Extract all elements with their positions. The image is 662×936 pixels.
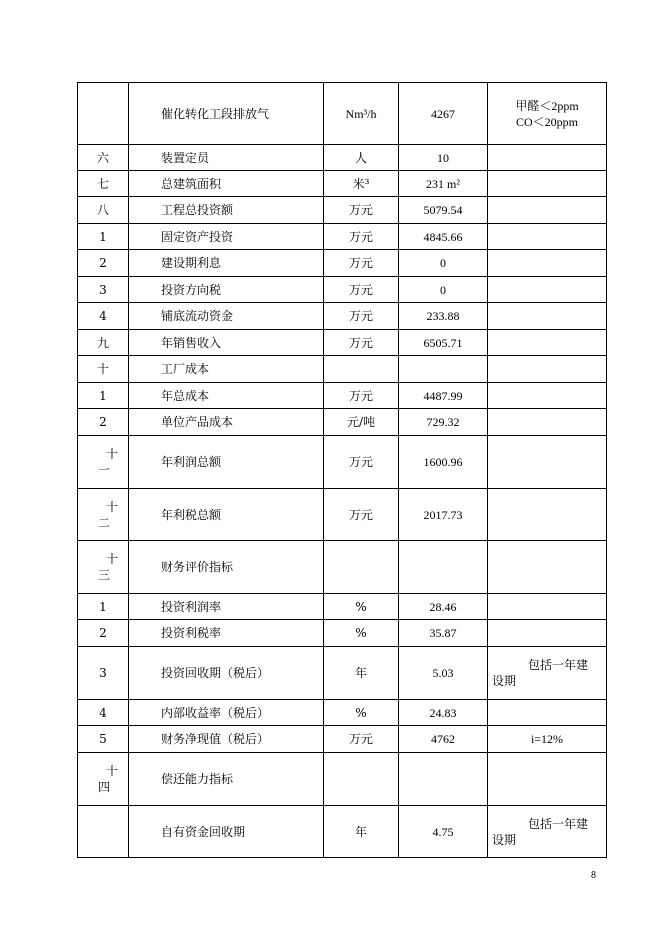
item-name: 偿还能力指标: [129, 753, 324, 806]
remark: [488, 489, 607, 541]
unit: 人: [324, 145, 399, 171]
value: 2017.73: [399, 489, 488, 541]
remark: [488, 620, 607, 647]
value: 0: [399, 250, 488, 277]
row-number-line: 三: [98, 568, 111, 582]
unit: [324, 356, 399, 383]
row-number: 七: [78, 171, 129, 197]
remark-line: 包括一年建: [527, 658, 588, 672]
table-row: [78, 700, 607, 726]
row-number-line: 十: [105, 552, 118, 566]
item-name: 投资回收期（税后）: [129, 647, 324, 700]
table-row: [78, 303, 607, 330]
remark: [488, 250, 607, 277]
row-number: 2: [78, 409, 129, 436]
value: 28.46: [399, 594, 488, 620]
row-number: 六: [78, 145, 129, 171]
row-number: [78, 541, 129, 594]
item-name: 单位产品成本: [129, 409, 324, 436]
value: 24.83: [399, 700, 488, 726]
item-name: 年利税总额: [129, 489, 324, 541]
remark-line: CO＜20ppm: [515, 114, 578, 129]
remark: [488, 303, 607, 330]
value: 0: [399, 277, 488, 303]
value: 1600.96: [399, 436, 488, 489]
unit: 米³: [324, 171, 399, 197]
row-number: [78, 806, 129, 858]
row-number: [78, 83, 129, 145]
row-number-line: 十: [105, 447, 118, 461]
page-number: 8: [591, 870, 596, 881]
remark-line: 设期: [492, 674, 517, 688]
unit: 年: [324, 647, 399, 700]
table-row: [78, 436, 607, 489]
remark: [488, 171, 607, 197]
remark: [488, 647, 607, 700]
value: [399, 753, 488, 806]
value: 233.88: [399, 303, 488, 330]
table-row: [78, 541, 607, 594]
item-name: 投资利润率: [129, 594, 324, 620]
remark: [488, 83, 607, 145]
row-number: 九: [78, 330, 129, 356]
unit: 万元: [324, 250, 399, 277]
remark: [488, 409, 607, 436]
item-name: 内部收益率（税后）: [129, 700, 324, 726]
item-name: 总建筑面积: [129, 171, 324, 197]
value: [399, 356, 488, 383]
item-name: 投资利税率: [129, 620, 324, 647]
value: 4845.66: [399, 224, 488, 250]
unit: 万元: [324, 330, 399, 356]
item-name: 固定资产投资: [129, 224, 324, 250]
item-name: 财务净现值（税后）: [129, 726, 324, 753]
row-number: 3: [78, 277, 129, 303]
item-name: 年总成本: [129, 383, 324, 409]
item-name: 年利润总额: [129, 436, 324, 489]
unit: Nm³/h: [324, 83, 399, 145]
row-number: 3: [78, 647, 129, 700]
item-name: 投资方向税: [129, 277, 324, 303]
remark: [488, 224, 607, 250]
table-row: [78, 145, 607, 171]
remark: [488, 277, 607, 303]
row-number-line: 二: [98, 515, 111, 530]
row-number: 十: [78, 356, 129, 383]
remark: [488, 700, 607, 726]
table-row: [78, 620, 607, 647]
item-name: 工厂成本: [129, 356, 324, 383]
table-row: [78, 197, 607, 224]
remark: [488, 594, 607, 620]
remark-line: 甲醛＜2ppm: [515, 98, 579, 113]
table-row: [78, 753, 607, 806]
unit: 年: [324, 806, 399, 858]
unit: %: [324, 700, 399, 726]
table-row: [78, 250, 607, 277]
value: 4.75: [399, 806, 488, 858]
unit: %: [324, 594, 399, 620]
unit: 万元: [324, 383, 399, 409]
row-number: 4: [78, 700, 129, 726]
unit: 万元: [324, 489, 399, 541]
table-row: [78, 277, 607, 303]
table-row: [78, 330, 607, 356]
remark: i=12%: [488, 726, 607, 753]
value: 10: [399, 145, 488, 171]
table-row: [78, 356, 607, 383]
table-row: [78, 171, 607, 197]
table-row: [78, 224, 607, 250]
value: 5.03: [399, 647, 488, 700]
remark-line: 包括一年建: [527, 816, 588, 831]
row-number: 5: [78, 726, 129, 753]
remark: [488, 197, 607, 224]
unit: 元/吨: [324, 409, 399, 436]
value: 35.87: [399, 620, 488, 647]
value: 4267: [399, 83, 488, 145]
row-number: [78, 436, 129, 489]
unit: 万元: [324, 726, 399, 753]
row-number: 1: [78, 224, 129, 250]
row-number: 2: [78, 250, 129, 277]
remark: [488, 356, 607, 383]
table-row: [78, 647, 607, 700]
value: 729.32: [399, 409, 488, 436]
remark: [488, 383, 607, 409]
unit: [324, 541, 399, 594]
row-number-line: 四: [98, 780, 111, 794]
table-row: [78, 383, 607, 409]
row-number: [78, 489, 129, 541]
unit: 万元: [324, 436, 399, 489]
item-name: 工程总投资额: [129, 197, 324, 224]
remark: [488, 806, 607, 858]
item-name: 建设期利息: [129, 250, 324, 277]
remark: [488, 753, 607, 806]
table-row: [78, 83, 607, 145]
row-number: [78, 753, 129, 806]
item-name: 催化转化工段排放气: [129, 83, 324, 145]
unit: 万元: [324, 224, 399, 250]
item-name: 铺底流动资金: [129, 303, 324, 330]
item-name: 财务评价指标: [129, 541, 324, 594]
item-name: 年销售收入: [129, 330, 324, 356]
unit: 万元: [324, 303, 399, 330]
row-number: 1: [78, 594, 129, 620]
row-number-line: 十: [105, 764, 118, 778]
remark: [488, 541, 607, 594]
item-name: 自有资金回收期: [129, 806, 324, 858]
row-number-line: 十: [105, 499, 118, 514]
remark: [488, 330, 607, 356]
table-row: [78, 806, 607, 858]
item-name: 装置定员: [129, 145, 324, 171]
value: 5079.54: [399, 197, 488, 224]
value: 4487.99: [399, 383, 488, 409]
row-number: 1: [78, 383, 129, 409]
row-number: 八: [78, 197, 129, 224]
row-number-line: 一: [98, 463, 111, 477]
unit: %: [324, 620, 399, 647]
value: [399, 541, 488, 594]
value: 231 m²: [399, 171, 488, 197]
remark: [488, 145, 607, 171]
row-number: 4: [78, 303, 129, 330]
value: 4762: [399, 726, 488, 753]
table-row: [78, 489, 607, 541]
table-row: [78, 594, 607, 620]
unit: [324, 753, 399, 806]
row-number: 2: [78, 620, 129, 647]
table-row: [78, 726, 607, 753]
unit: 万元: [324, 197, 399, 224]
table-row: [78, 409, 607, 436]
value: 6505.71: [399, 330, 488, 356]
unit: 万元: [324, 277, 399, 303]
remark-line: 设期: [492, 832, 517, 847]
indicator-table: [77, 82, 607, 858]
remark: [488, 436, 607, 489]
